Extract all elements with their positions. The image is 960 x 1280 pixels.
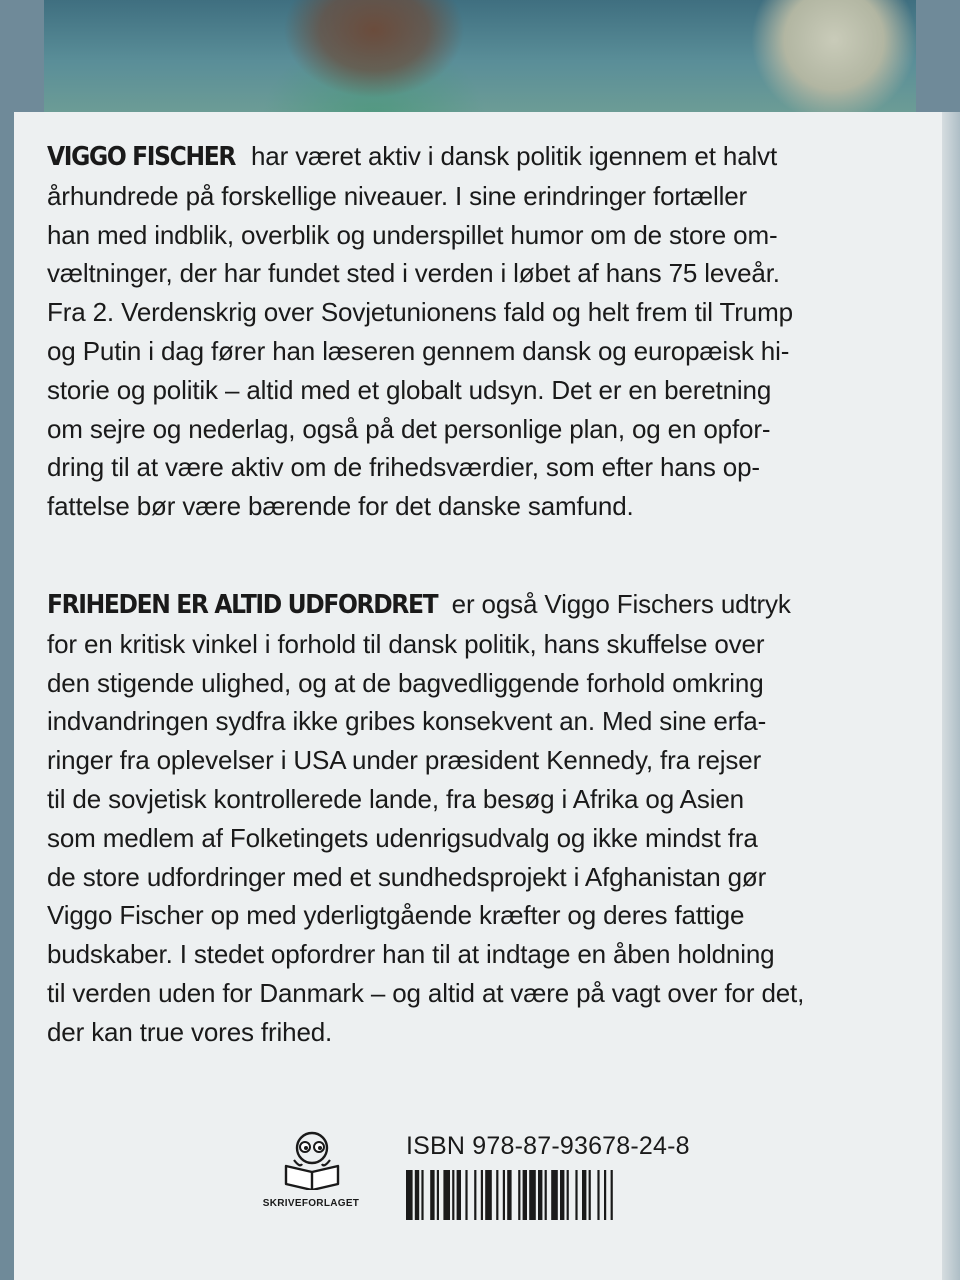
text-line: den stigende ulighed, og at de bagvedliggende forhold omkring [47,667,764,698]
text-line: han med indblik, overblik og underspillet humor om de store om- [47,219,778,250]
text-line: for en kritisk vinkel i forhold til dansk politik, hans skuffelse over [47,628,765,659]
barcode-bar [589,1170,591,1220]
text-line: de store udfordringer med et sundhedsprojekt i Afghanistan gør [47,861,767,892]
reading-face-logo-icon [272,1130,352,1190]
barcode-bar [567,1170,569,1220]
text-line: fattelse bør være bærende for det danske samfund. [47,491,634,522]
text-line: som medlem af Folketingets udenrigsudvalg og ikke mindst fra [47,822,758,853]
text-line: der kan true vores frihed. [47,1016,333,1047]
barcode-bar [437,1170,439,1220]
book-title-heading: FRIHEDEN ER ALTID UDFORDRET [47,590,438,620]
barcode [406,1170,686,1220]
barcode-bar [597,1170,599,1220]
barcode-bar [523,1170,527,1220]
barcode-bar [518,1170,520,1220]
text-line: om sejre og nederlag, også på det personlige plan, og en opfor- [47,413,771,444]
barcode-bar [507,1170,511,1220]
text-line: væltninger, der har fundet sted i verden i løbet af hans 75 leveår. [47,258,780,289]
barcode-bar [545,1170,547,1220]
text-line: og Putin i dag fører han læseren gennem dansk og europæisk hi- [47,335,790,366]
barcode-bar [611,1170,613,1220]
text-line: til de sovjetisk kontrollerede lande, fra besøg i Afrika og Asien [47,783,744,814]
barcode-bar [443,1170,450,1220]
barcode-bar [529,1170,536,1220]
barcode-bar [474,1170,476,1220]
barcode-bar [457,1170,461,1220]
barcode-bar [582,1170,586,1220]
barcode-bar [415,1170,419,1220]
isbn-label: ISBN 978-87-93678-24-8 [406,1132,690,1160]
text-line: Fra 2. Verdenskrig over Sovjetunionens fald og helt frem til Trump [47,297,793,328]
text-line: storie og politik – altid med et globalt udsyn. Det er en beretning [47,374,772,405]
barcode-bar [560,1170,564,1220]
barcode-bar [406,1170,413,1220]
text-line: VIGGO FISCHER har været aktiv i dansk politik igennem et halvt [47,137,927,177]
text-line: ringer fra oplevelser i USA under præsident Kennedy, fra rejser [47,745,762,776]
back-cover [14,112,942,1280]
barcode-bar [538,1170,542,1220]
text-line: Viggo Fischer op med yderligtgående kræfter og deres fattige [47,900,745,931]
barcode-bar [575,1170,577,1220]
barcode-bar [452,1170,454,1220]
description-paragraph-1 [47,137,927,526]
barcode-bar [604,1170,606,1220]
text-line: til verden uden for Danmark – og altid at være på vagt over for det, [47,977,805,1008]
description-paragraph-2 [47,585,927,1052]
barcode-bar [481,1170,483,1220]
barcode-bar [465,1170,467,1220]
cover-photo [44,0,916,115]
text-line: FRIHEDEN ER ALTID UDFORDRET er også Viggo Fischers udtryk [47,585,927,625]
barcode-bar [430,1170,434,1220]
barcode-bar [421,1170,423,1220]
text-line: dring til at være aktiv om de frihedsværdier, som efter hans op- [47,452,760,483]
barcode-bar [485,1170,492,1220]
barcode-bar [496,1170,498,1220]
barcode-bar [503,1170,505,1220]
publisher-name: SKRIVEFORLAGET [262,1198,360,1209]
book-edge [942,112,960,1280]
text-line: indvandringen sydfra ikke gribes konsekvent an. Med sine erfa- [47,706,767,737]
text-line: budskaber. I stedet opfordrer han til at indtage en åben holdning [47,939,775,970]
author-name-heading: VIGGO FISCHER [47,142,236,172]
barcode-bar [551,1170,558,1220]
text-line: århundrede på forskellige niveauer. I sine erindringer fortæller [47,180,748,211]
